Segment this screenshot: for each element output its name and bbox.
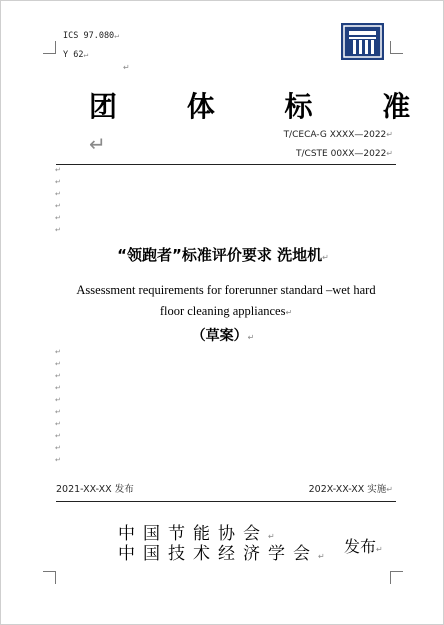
empty-paragraph: ↵ (55, 444, 61, 452)
implement-date: 202X-XX-XX 实施↵ (308, 484, 393, 495)
standard-name-cn: “领跑者”标准评价要求 洗地机↵ (117, 246, 329, 264)
empty-paragraph: ↵ (55, 456, 61, 464)
empty-paragraph: ↵ (55, 360, 61, 368)
standard-code-2: T/CSTE 00XX—2022↵ (296, 149, 393, 159)
document-type-title: 团 体 标 准↵ (89, 90, 441, 156)
empty-paragraph: ↵ (55, 190, 61, 198)
empty-paragraph: ↵ (55, 384, 61, 392)
crop-mark-top-left (43, 41, 56, 54)
empty-paragraph: ↵ (55, 166, 61, 174)
paragraph-mark: ↵ (123, 63, 130, 72)
standard-code-1: T/CECA-G XXXX—2022↵ (283, 130, 393, 140)
issuer-line-2: 中国技术经济学会↵ (118, 544, 325, 564)
ccs-code: Y 62↵ (63, 50, 89, 60)
empty-paragraph: ↵ (55, 226, 61, 234)
empty-paragraph: ↵ (55, 348, 61, 356)
draft-label: （草案）↵ (191, 328, 255, 344)
publish-date: 2021-XX-XX 发布 (56, 484, 134, 495)
empty-paragraph: ↵ (55, 432, 61, 440)
empty-paragraph: ↵ (55, 202, 61, 210)
empty-paragraph: ↵ (55, 408, 61, 416)
crop-mark-top-right (390, 41, 403, 54)
empty-paragraph: ↵ (55, 178, 61, 186)
standard-name-en-line2: floor cleaning appliances↵ (159, 304, 293, 318)
empty-paragraph: ↵ (55, 372, 61, 380)
empty-paragraph: ↵ (55, 396, 61, 404)
issuers-publish-label: 发布↵ (344, 537, 383, 556)
footer-divider (56, 501, 396, 502)
empty-paragraph: ↵ (55, 420, 61, 428)
crop-mark-bottom-right (390, 571, 403, 584)
header-divider (56, 164, 396, 165)
ics-code: ICS 97.080↵ (63, 31, 120, 41)
empty-paragraph: ↵ (55, 214, 61, 222)
standard-logo-icon (341, 23, 384, 60)
standard-name-en-line1: Assessment requirements for forerunner standard –wet hard (76, 283, 376, 297)
crop-mark-bottom-left (43, 571, 56, 584)
issuer-line-1: 中国节能协会↵ (118, 524, 275, 544)
